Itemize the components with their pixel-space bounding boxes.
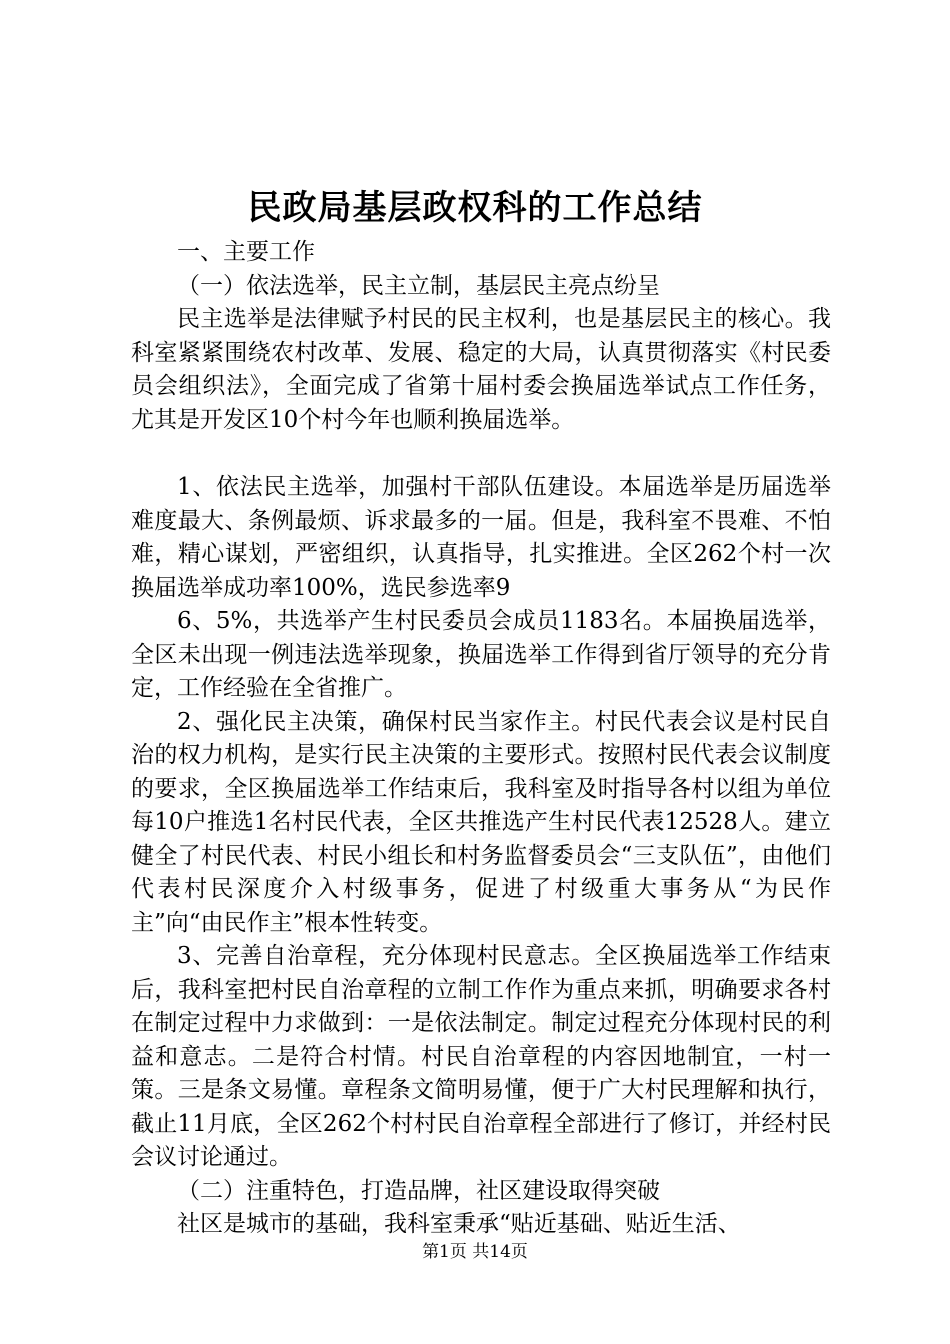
subsection-heading: （二）注重特色，打造品牌，社区建设取得突破 (177, 1177, 660, 1204)
paragraph: 2、强化民主决策，确保村民当家作主。村民代表会议是村民自治的权力机构，是实行民主决策的主要形式。按照村民代表会议制度的要求，全区换届选举工作结束后，我科室及时指导各村以组为单位每10户推选1名村民代表，全区共推选产生村民代表12528人。建立健全了村民代表、村民小组长和村务监督委员会“三支队伍”，由他们代表村民深度介入村级事务，促进了村级重大事务从“为民作主”向“由民作主”根本性转变。 (131, 708, 831, 936)
section-heading: 一、主要工作 (177, 239, 315, 265)
paragraph: 6、5%，共选举产生村民委员会成员1183名。本届换届选举，全区未出现一例违法选举现象，换届选举工作得到省厅领导的充分肯定，工作经验在全省推广。 (131, 608, 831, 701)
document-title: 民政局基层政权科的工作总结 (247, 188, 703, 228)
subsection-heading: （一）依法选举，民主立制，基层民主亮点纷呈 (177, 272, 660, 299)
paragraph: 民主选举是法律赋予村民的民主权利，也是基层民主的核心。我科室紧紧围绕农村改革、发展、稳定的大局，认真贯彻落实《村民委员会组织法》，全面完成了省第十届村委会换届选举试点工作任务，尤其是开发区10个村今年也顺利换届选举。 (131, 306, 831, 433)
paragraph: 1、依法民主选举，加强村干部队伍建设。本届选举是历届选举难度最大、条例最烦、诉求最多的一届。但是，我科室不畏难、不怕难，精心谋划，严密组织，认真指导，扎实推进。全区262个村一次换届选举成功率100%，选民参选率9 (131, 474, 831, 601)
paragraph: 社区是城市的基础，我科室秉承“贴近基础、贴近生活、 (177, 1211, 741, 1237)
page-footer: 第1页 共14页 (422, 1242, 528, 1262)
paragraph: 3、完善自治章程，充分体现村民意志。全区换届选举工作结束后，我科室把村民自治章程的立制工作作为重点来抓，明确要求各村在制定过程中力求做到：一是依法制定。制定过程充分体现村民的利益和意志。二是符合村情。村民自治章程的内容因地制宜，一村一策。三是条文易懂。章程条文简明易懂，便于广大村民理解和执行，截止11月底，全区262个村村民自治章程全部进行了修订，并经村民会议讨论通过。 (131, 943, 831, 1170)
document-body (131, 236, 831, 1242)
